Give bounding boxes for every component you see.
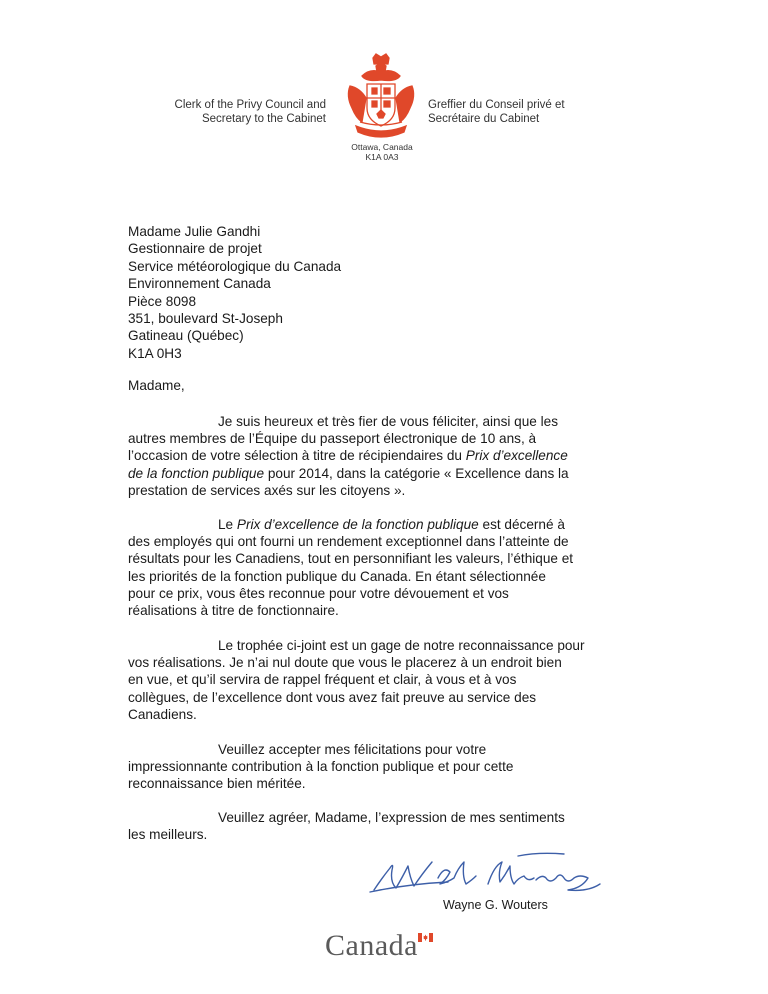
paragraph-4: [128, 741, 618, 793]
recipient-service: Service météorologique du Canada: [128, 258, 342, 274]
salutation: Madame,: [128, 378, 185, 393]
paragraph-line: Canadiens.: [128, 706, 197, 722]
paragraph-line: collègues, de l’excellence dont vous avez fait preuve au service des: [128, 689, 537, 705]
paragraph-line: autres membres de l’Équipe du passeport électronique de 10 ans, à: [128, 431, 537, 447]
recipient-room: Pièce 8098: [128, 293, 197, 309]
paragraph-line: Le trophée ci-joint est un gage de notre reconnaissance pour: [218, 638, 585, 653]
recipient-name: Madame Julie Gandhi: [128, 224, 261, 239]
handwritten-signature: [368, 848, 608, 900]
paragraph-line: les meilleurs.: [128, 827, 208, 843]
paragraph-line: en vue, et qu’il servira de rappel fréquent et clair, à vous et à vos: [128, 672, 517, 688]
coat-of-arms-icon: [340, 52, 422, 142]
award-name-italic: Prix d’excellence de la fonction publique: [236, 517, 479, 532]
recipient-title: Gestionnaire de projet: [128, 241, 262, 257]
office-location: [300, 142, 464, 162]
letterhead-french-line-1: Greffier du Conseil privé et: [428, 99, 565, 111]
paragraph-text: est décerné à: [478, 517, 565, 532]
paragraph-line: impressionnante contribution à la fonction publique et pour cette: [128, 759, 514, 775]
paragraph-line: [128, 465, 618, 482]
award-name-italic: de la fonction publique: [128, 465, 265, 481]
letterhead-french-line-2: Secrétaire du Cabinet: [428, 113, 540, 125]
canada-wordmark: [325, 926, 445, 966]
signatory-name: Wayne G. Wouters: [443, 898, 548, 912]
paragraph-line: vos réalisations. Je n’ai nul doute que vous le placerez à un endroit bien: [128, 655, 562, 671]
paragraph-text: pour 2014, dans la catégorie « Excellence dans la: [264, 465, 569, 481]
office-postal-code: K1A 0A3: [365, 152, 399, 162]
canada-flag-icon: [418, 933, 433, 942]
letterhead-english-line-2: Secretary to the Cabinet: [201, 113, 326, 125]
paragraph-line: résultats pour les Canadiens, tout en personnifiant les valeurs, l’éthique et: [128, 551, 574, 567]
paragraph-line: des employés qui ont fourni un rendement exceptionnel dans l’atteinte de: [128, 534, 569, 550]
paragraph-line: les priorités de la fonction publique du Canada. En étant sélectionnée: [128, 568, 546, 584]
recipient-street: 351, boulevard St-Joseph: [128, 311, 283, 327]
paragraph-1: [128, 413, 618, 499]
paragraph-text: l’occasion de votre sélection à titre de récipiendaires du: [128, 448, 466, 464]
letterhead-english: [100, 98, 326, 126]
paragraph-line: prestation de services axés sur les citoyens ».: [128, 482, 406, 498]
paragraph-line: pour ce prix, vous êtes reconnue pour votre dévouement et vos: [128, 585, 509, 601]
paragraph-line: [128, 447, 618, 464]
paragraph-line: Veuillez agréer, Madame, l’expression de mes sentiments: [218, 810, 565, 825]
wordmark-text: Canada: [325, 929, 418, 962]
paragraph-2: [128, 516, 618, 619]
paragraph-line: réalisations à titre de fonctionnaire.: [128, 603, 339, 619]
paragraph-line: Je suis heureux et très fier de vous féliciter, ainsi que les: [218, 414, 559, 429]
recipient-address: [128, 223, 548, 362]
award-name-italic: Prix d’excellence: [465, 448, 568, 464]
paragraph-line: Veuillez accepter mes félicitations pour votre: [218, 742, 487, 757]
closing-paragraph: [128, 809, 618, 843]
office-city: Ottawa, Canada: [351, 142, 413, 152]
letterhead-french: [428, 98, 668, 126]
paragraph-line: [128, 516, 618, 533]
recipient-city: Gatineau (Québec): [128, 328, 244, 344]
paragraph-text: Le: [218, 517, 237, 532]
letterhead-english-line-1: Clerk of the Privy Council and: [174, 99, 326, 111]
recipient-department: Environnement Canada: [128, 276, 271, 292]
paragraph-line: reconnaissance bien méritée.: [128, 776, 306, 792]
recipient-postal-code: K1A 0H3: [128, 345, 182, 361]
paragraph-3: [128, 637, 618, 723]
